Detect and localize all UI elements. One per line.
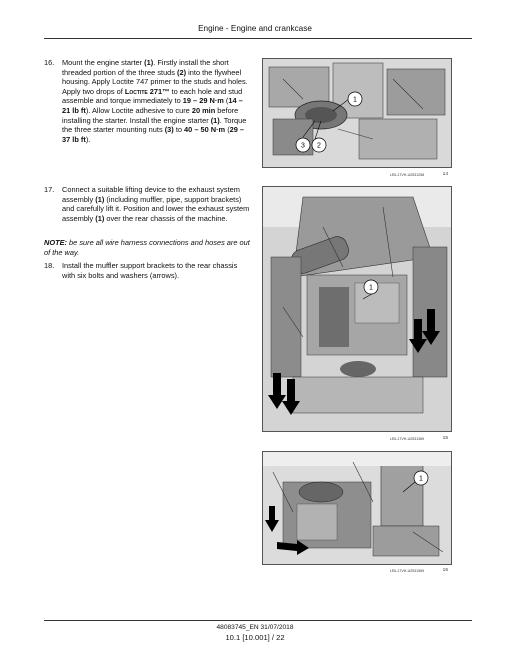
emphasis-text: (1) — [210, 115, 220, 125]
body-text: ( — [225, 125, 230, 135]
note-label: NOTE: — [44, 238, 67, 247]
emphasis-text: 271™ — [147, 86, 170, 96]
step-number: 16. — [44, 58, 55, 67]
body-text: before installing the starter. Install the engine starter — [62, 105, 239, 125]
page-header-title: Engine - Engine and crankcase — [198, 24, 312, 33]
figure-15-image — [262, 186, 452, 432]
emphasis-text: (2) — [177, 67, 187, 77]
step-number: 18. — [44, 261, 55, 270]
emphasis-text: 19 – 29 N·m — [182, 96, 224, 106]
emphasis-text: (1) — [144, 58, 154, 67]
callout-1 — [364, 280, 378, 294]
emphasis-text: (1) — [95, 213, 105, 223]
body-text: . Firstly install the short threaded portion of the three studs — [62, 58, 229, 77]
figure-16-image — [262, 451, 452, 565]
emphasis-text: 40 – 50 N·m — [184, 125, 226, 135]
emphasis-text: 14 – 21 lb ft — [62, 96, 243, 115]
footer-document-id: 48083745_EN 31/07/2018 — [216, 624, 294, 631]
emphasis-text: 29 – 37 lb ft — [62, 125, 245, 144]
figure-code: LEIL17VH-U2531369 — [390, 437, 425, 441]
figure-14-image — [262, 58, 452, 168]
callout-3 — [296, 138, 310, 152]
callout-1 — [348, 92, 362, 106]
callout-2 — [312, 138, 326, 152]
emphasis-text: 20 min — [191, 105, 216, 115]
svg-text:1: 1 — [353, 96, 357, 104]
note — [44, 238, 250, 257]
body-text: over the rear chassis of the machine. — [104, 213, 228, 223]
body-text: ( — [223, 96, 229, 106]
body-text: to each hole and stud assemble and torque immediately to — [62, 86, 243, 106]
note-text: be sure all wire harness connections and hoses are out of the way. — [44, 238, 250, 257]
body-text: Install the muffler support brackets to the rear chassis with six bolts and washers (arrows). — [62, 261, 238, 280]
body-text: to — [173, 125, 185, 135]
figure-code: LEIL17VH-U2531258 — [390, 173, 425, 177]
step-text — [62, 261, 250, 280]
figure-number: 14 — [442, 172, 448, 177]
svg-text:1: 1 — [369, 284, 373, 292]
body-text: into the flywheel housing. Apply Loctite 747 primer to the studs and holes. Apply two drops of — [62, 67, 248, 96]
header-rule — [44, 38, 472, 39]
svg-text:2: 2 — [317, 142, 321, 150]
figure-number: 15 — [442, 436, 448, 441]
step-text — [62, 58, 250, 144]
body-text: . Torque the three starter mounting nuts — [62, 115, 247, 135]
body-text: ). Allow Loctite adhesive to cure — [85, 105, 192, 115]
emphasis-text: (3) — [164, 125, 174, 135]
step-number: 17. — [44, 185, 55, 194]
svg-text:3: 3 — [301, 142, 305, 150]
body-text: Mount the engine starter — [62, 58, 145, 67]
figure-15-caption — [262, 436, 450, 444]
svg-text:1: 1 — [419, 475, 423, 483]
body-text: ). — [85, 134, 91, 144]
body-text: Connect a suitable lifting device to the exhaust system assembly — [62, 185, 240, 204]
callout-1 — [414, 471, 428, 485]
figure-14-caption — [262, 172, 450, 180]
footer-page-number: 10.1 [10.001] / 22 — [225, 633, 285, 642]
footer-rule — [44, 620, 472, 621]
figure-code: LEIL17VH-U2531569 — [390, 569, 425, 573]
body-text: (including muffler, pipe, support brackets) and carefully lift it. Position and lower the exhaust system assembly — [62, 194, 250, 223]
instruction-column — [44, 58, 250, 298]
step-text — [62, 185, 250, 223]
emphasis-text: (1) — [95, 194, 105, 204]
emphasis-text: Loctite — [124, 86, 148, 96]
figure-16-caption — [262, 568, 450, 576]
figure-number: 16 — [442, 568, 448, 573]
